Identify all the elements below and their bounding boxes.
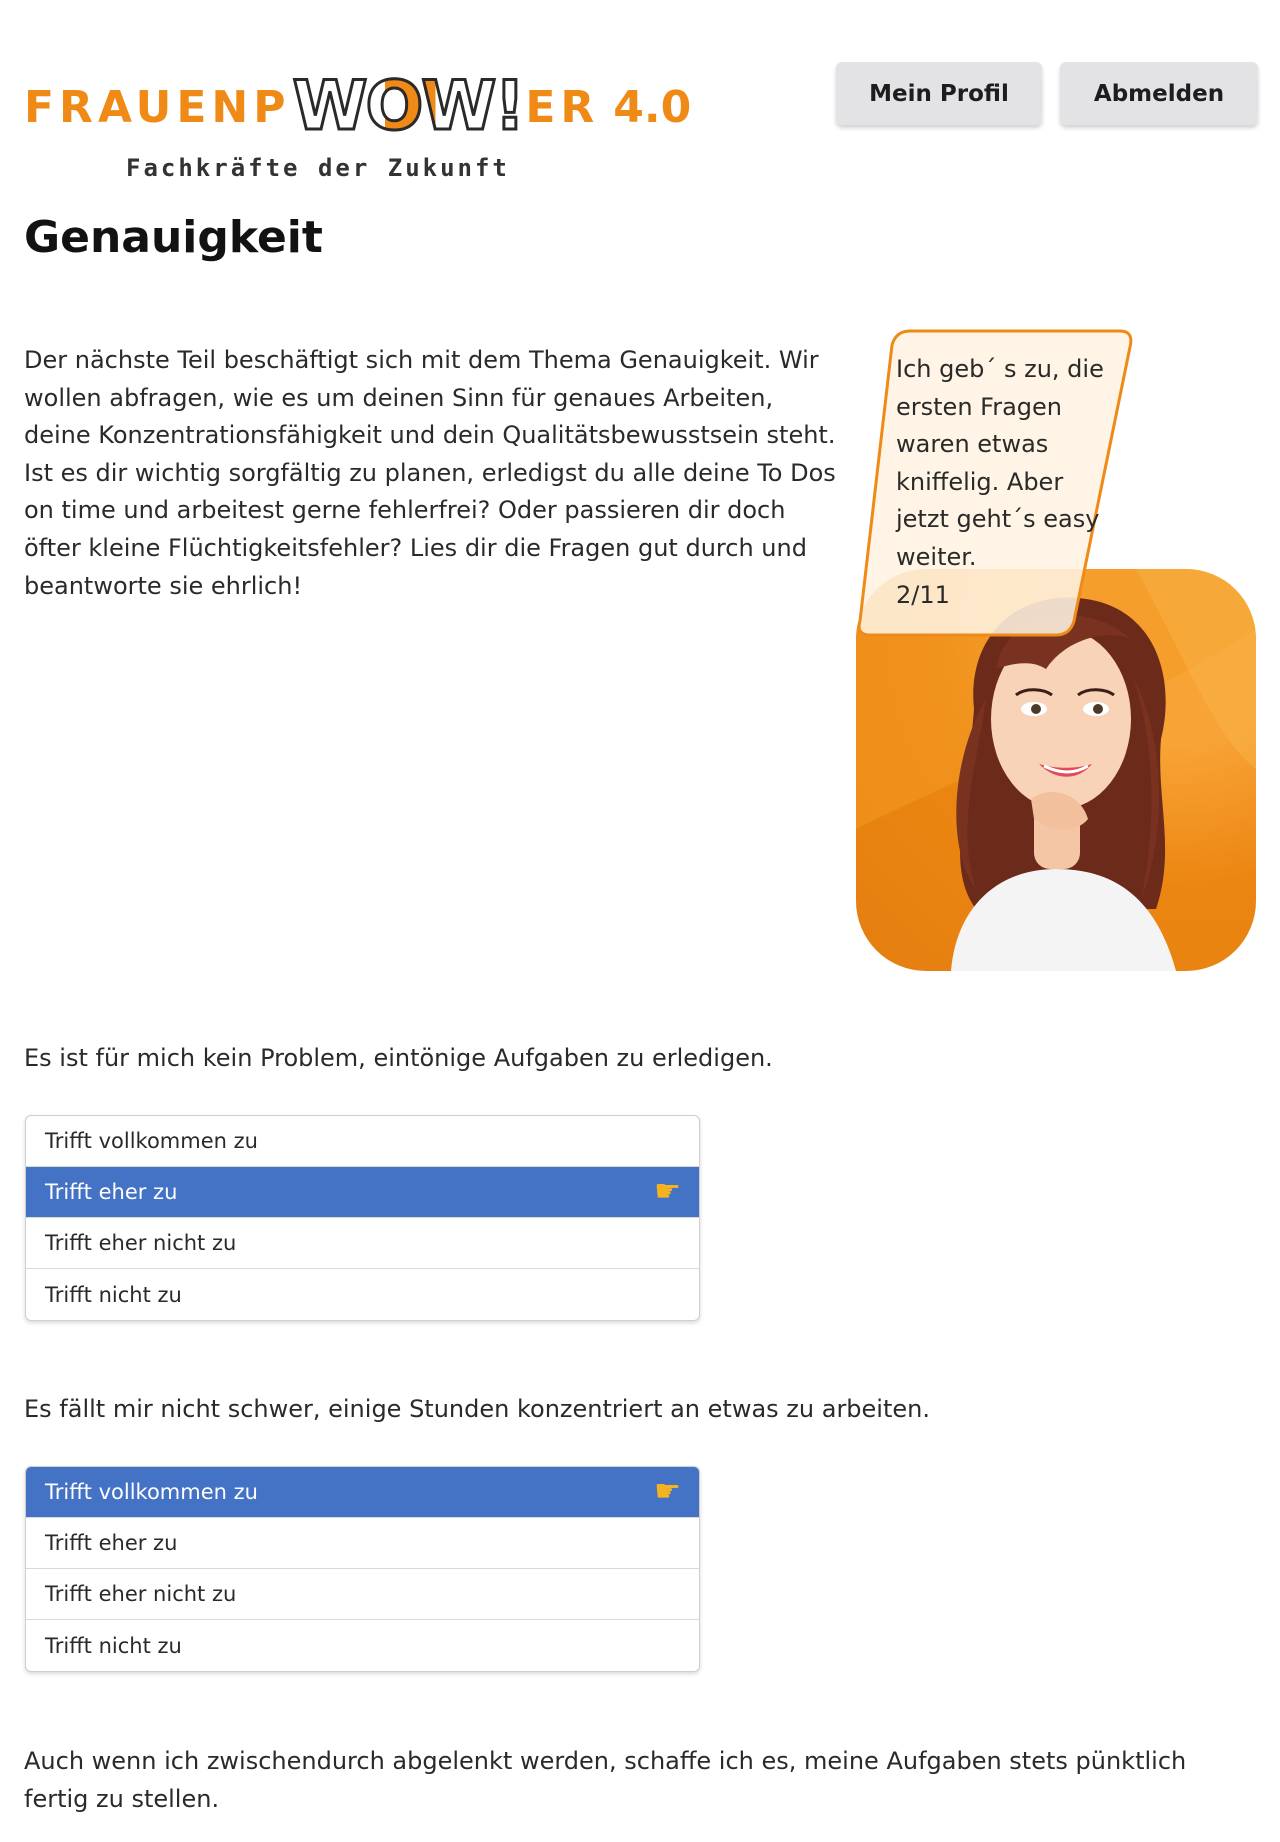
question-1-text: Es ist für mich kein Problem, eintönige Aufgaben zu erledigen. bbox=[24, 1044, 773, 1072]
q2-option-1[interactable] bbox=[26, 1467, 699, 1518]
brand-logo bbox=[24, 62, 692, 192]
bubble-text bbox=[896, 351, 1126, 614]
q1-option-3[interactable] bbox=[26, 1218, 699, 1269]
question-2-options bbox=[25, 1466, 700, 1672]
bubble-line: ersten Fragen bbox=[896, 392, 1062, 421]
q1-option-1[interactable] bbox=[26, 1116, 699, 1167]
logo-subtitle: Fachkräfte der Zukunft bbox=[126, 154, 510, 182]
q2-option-3[interactable] bbox=[26, 1569, 699, 1620]
logo-text-part1: FRAUENP bbox=[24, 81, 291, 133]
bubble-line: waren etwas bbox=[896, 430, 1049, 459]
option-label: Trifft vollkommen zu bbox=[45, 1129, 258, 1153]
option-label: Trifft eher nicht zu bbox=[45, 1582, 237, 1606]
option-label: Trifft nicht zu bbox=[45, 1633, 182, 1658]
logo-version: 4.0 bbox=[613, 81, 692, 133]
speech-bubble bbox=[852, 325, 1138, 641]
intro-text: Der nächste Teil beschäftigt sich mit dem Thema Genauigkeit. Wir wollen abfragen, wie es um deinen Sinn für genaues Arbeiten, deine Konzentrationsfähigkeit und dein Qualitätsbewusstsein steht. Ist es dir wichtig sorgfältig zu planen, erledigst du alle deine To Dos on time und arbeitest gerne fehlerfrei? Oder passieren dir doch öfter kleine Flüchtigkeitsfehler? Lies dir die Fragen gut durch und beantworte sie ehrlich! bbox=[24, 346, 836, 600]
progress-counter: 2/11 bbox=[896, 580, 950, 609]
profile-button[interactable]: Mein Profil bbox=[836, 62, 1042, 125]
q2-option-2[interactable] bbox=[26, 1518, 699, 1569]
logo-text-part2: ER bbox=[525, 81, 600, 133]
pointing-hand-icon: ☛ bbox=[654, 1174, 681, 1209]
logout-button[interactable]: Abmelden bbox=[1060, 62, 1258, 125]
question-1-options bbox=[25, 1115, 700, 1321]
bubble-line: jetzt geht´s easy bbox=[896, 505, 1100, 534]
bubble-line: Ich geb´ s zu, die bbox=[896, 355, 1104, 383]
option-label: Trifft nicht zu bbox=[45, 1282, 182, 1307]
q1-option-4[interactable] bbox=[26, 1269, 699, 1320]
page-title: Genauigkeit bbox=[24, 212, 323, 263]
bubble-line: weiter. bbox=[896, 542, 977, 571]
option-label: Trifft eher zu bbox=[45, 1531, 178, 1555]
logo-wow: WOW! bbox=[293, 62, 524, 152]
question-2-text: Es fällt mir nicht schwer, einige Stunden konzentriert an etwas zu arbeiten. bbox=[24, 1395, 930, 1423]
question-3-text: Auch wenn ich zwischendurch abgelenkt werden, schaffe ich es, meine Aufgaben stets pünktlich fertig zu stellen. bbox=[24, 1747, 1187, 1813]
pointing-hand-icon: ☛ bbox=[654, 1474, 681, 1509]
option-label: Trifft eher zu bbox=[45, 1180, 178, 1204]
option-label: Trifft eher nicht zu bbox=[45, 1231, 237, 1255]
option-label: Trifft vollkommen zu bbox=[45, 1480, 258, 1504]
q2-option-4[interactable] bbox=[26, 1620, 699, 1671]
bubble-line: kniffelig. Aber bbox=[896, 467, 1064, 496]
q1-option-2[interactable] bbox=[26, 1167, 699, 1218]
